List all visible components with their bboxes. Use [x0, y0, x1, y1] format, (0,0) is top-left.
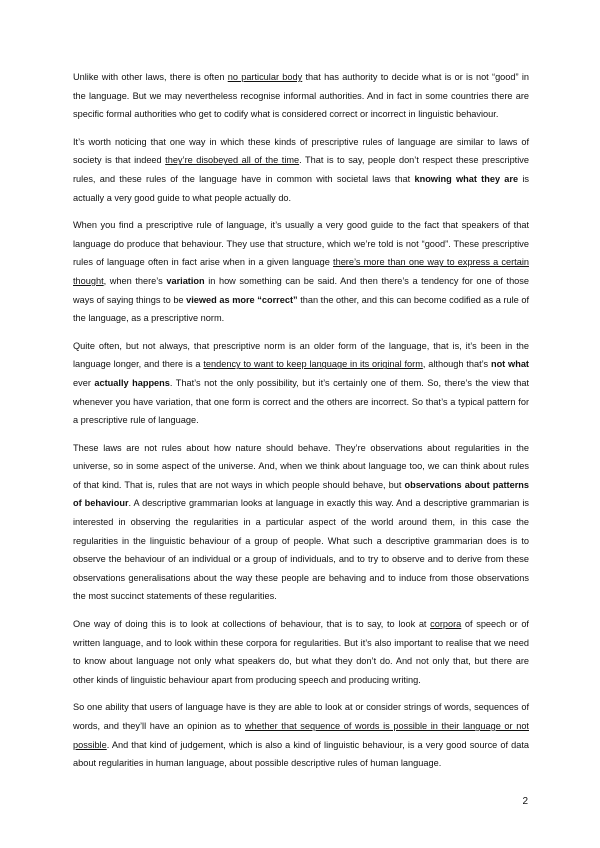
text-run: in how something can be said. And then there’s a tendency for one of those ways of saying things to be [73, 275, 529, 305]
text-run: that has authority to decide what is or is not “good” in the language. But we may nevertheless recognise informal authorities. And in fact in some countries there are specific formal authorities who get to codify what is considered correct or incorrect in linguistic behaviour. [73, 72, 530, 120]
text-run: . That’s not the only possibility, but it’s certainly one of them. So, there’s the view that whenever you have variation, that one form is correct and the others are incorrect. So that’s a typical pattern for a prescriptive rule of language. [73, 377, 529, 426]
page-number: 2 [522, 796, 528, 807]
text-run: . And that kind of judgement, which is also a kind of linguistic behaviour, is a very good source of data about regularities in human language, about possible descriptive rules of human language. [73, 739, 529, 769]
paragraph-3 [73, 216, 529, 328]
text-run: , although that’s [422, 359, 491, 370]
text-run: of speech or of written language, and to look within these corpora for regularities. But it’s also important to realise that we need to know about language not only what speakers do, but what they don’t do. And not only that, but there are other kinds of linguistic behaviour apart from producing speech and producing writing. [73, 619, 529, 685]
text-run: , when there’s [103, 275, 167, 286]
paragraph-1 [73, 68, 529, 124]
paragraph-5 [73, 439, 529, 606]
paragraph-4 [73, 337, 529, 430]
bold-phrase: knowing what they are [414, 173, 519, 184]
underlined-phrase: there’s more than one way to express a certain thought [73, 257, 529, 286]
bold-phrase: not what [490, 359, 529, 370]
text-run: . A descriptive grammarian looks at language in exactly this way. And a descriptive grammarian is interested in observing the regularities in a particular aspect of the world around them, in this case the regularities in the linguistic behaviour of a group of people. What such a descriptive grammarian does is to observe the behaviour of an individual or a group of individuals, and to try to observe and to derive from these observations generalisations about the way these people are behaving and to induce from those observations the most succinct statements of these regularities. [73, 498, 529, 602]
underlined-phrase: they’re disobeyed all of the time [165, 155, 300, 166]
text-run: . That is to say, people don’t respect these prescriptive rules, and these rules of the language have in common with societal laws that [73, 155, 529, 184]
text-run: When you find a prescriptive rule of language, it’s usually a very good guide to the fact that speakers of that language do produce that behaviour. They use that structure, which we’re told is not “good”. These prescriptive rules of language often in fact arise when in a given language [73, 220, 529, 268]
text-run: It’s worth noticing that one way in which these kinds of prescriptive rules of language are similar to laws of society is that indeed [73, 136, 529, 166]
bold-phrase: variation [166, 275, 205, 286]
text-run: Unlike with other laws, there is often [73, 72, 228, 82]
paragraph-2 [73, 133, 529, 207]
underlined-phrase: corpora [430, 619, 462, 630]
paragraph-6 [73, 615, 529, 689]
underlined-phrase: no particular body [227, 72, 303, 82]
text-run: than the other, and this can become codified as a rule of the language, as a prescriptive norm. [73, 294, 530, 324]
bold-phrase: viewed as more “correct” [186, 294, 298, 305]
paragraph-7 [73, 698, 529, 772]
document-body [73, 68, 529, 782]
text-run: One way of doing this is to look at collections of behaviour, that is to say, to look at [73, 619, 431, 630]
bold-phrase: actually happens [94, 377, 170, 388]
underlined-phrase: whether that sequence of words is possible in their language or not possible [73, 721, 529, 750]
text-run: So one ability that users of language have is they are able to look at or consider strings of words, sequences of words, and they’ll have an opinion as to [73, 702, 529, 731]
text-run: ever [73, 377, 95, 388]
text-run: Quite often, but not always, that prescriptive norm is an older form of the language, that is, it’s been in the language longer, and there is a [73, 340, 529, 370]
underlined-phrase: tendency to want to keep language in its original form [203, 359, 423, 370]
text-run: is actually a very good guide to what people actually do. [73, 173, 529, 203]
bold-phrase: observations about patterns of behaviour [73, 479, 529, 509]
text-run: These laws are not rules about how nature should behave. They’re observations about regularities in the universe, so in some aspect of the universe. And, when we think about language too, we can think about rules of that kind. That is, rules that are not ways in which people should behave, but [73, 442, 529, 490]
